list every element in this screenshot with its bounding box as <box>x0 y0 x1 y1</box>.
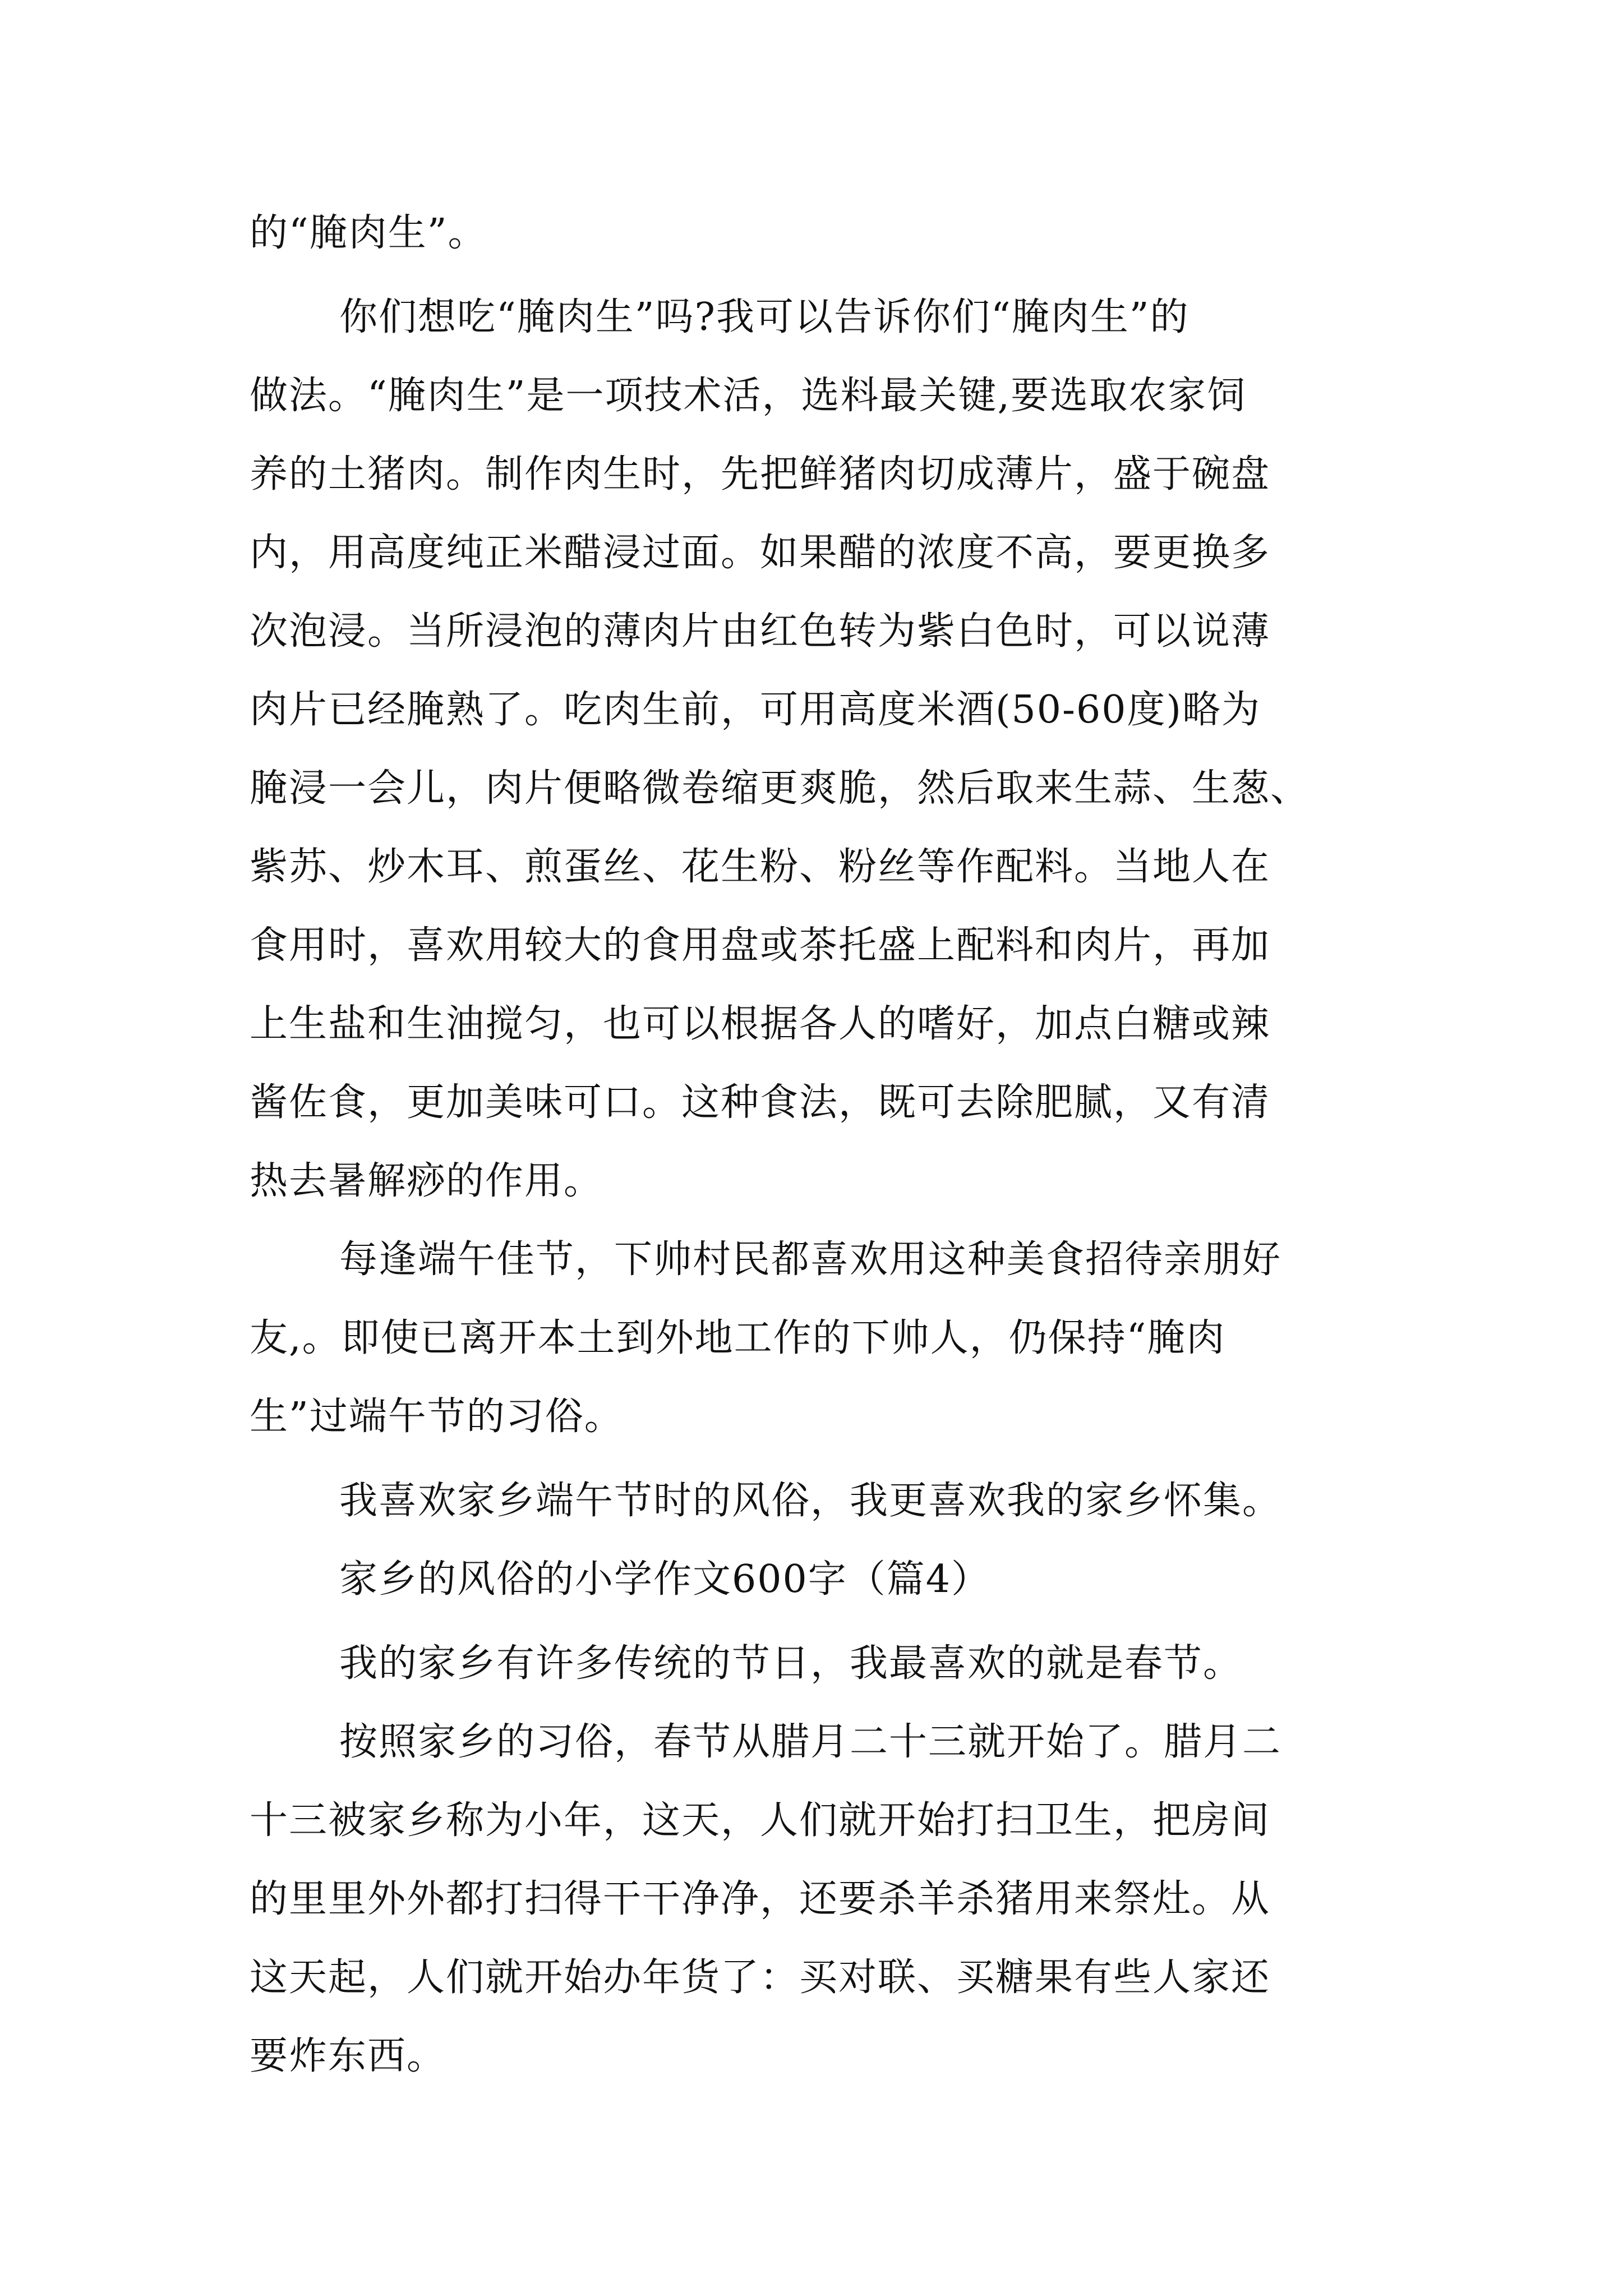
text-line: 肉片已经腌熟了。吃肉生前，可用高度米酒(50-60度)略为 <box>250 688 1261 732</box>
paragraph-start-line: 我的家乡有许多传统的节日，我最喜欢的就是春节。 <box>339 1641 1243 1686</box>
text-line: 的里里外外都打扫得干干净净，还要杀羊杀猪用来祭灶。从 <box>250 1877 1271 1921</box>
text-line: 食用时，喜欢用较大的食用盘或茶托盛上配料和肉片，再加 <box>250 923 1271 968</box>
paragraph-start-line: 我喜欢家乡端午节时的风俗，我更喜欢我的家乡怀集。 <box>339 1479 1282 1523</box>
text-line: 要炸东西。 <box>250 2034 446 2078</box>
text-line: 这天起，人们就开始办年货了：买对联、买糖果有些人家还 <box>250 1955 1271 2000</box>
paragraph-start-line: 按照家乡的习俗，春节从腊月二十三就开始了。腊月二 <box>339 1720 1282 1764</box>
text-line: 次泡浸。当所浸泡的薄肉片由红色转为紫白色时，可以说薄 <box>250 609 1271 654</box>
section-heading: 家乡的风俗的小学作文600字（篇4） <box>339 1557 991 1602</box>
text-line: 紫苏、炒木耳、煎蛋丝、花生粉、粉丝等作配料。当地人在 <box>250 845 1271 889</box>
text-line: 上生盐和生油搅匀，也可以根据各人的嗜好，加点白糖或辣 <box>250 1002 1271 1046</box>
text-line: 友,。即使已离开本土到外地工作的下帅人，仍保持“腌肉 <box>250 1316 1226 1360</box>
text-line: 热去暑解痧的作用。 <box>250 1159 603 1203</box>
text-line: 腌浸一会儿，肉片便略微卷缩更爽脆，然后取来生蒜、生葱、 <box>250 766 1310 811</box>
text-line: 做法。“腌肉生”是一项技术活，选料最关键,要选取农家饲 <box>250 374 1247 418</box>
text-line: 的“腌肉生”。 <box>250 211 487 255</box>
text-line: 酱佐食，更加美味可口。这种食法，既可去除肥腻，又有清 <box>250 1080 1271 1125</box>
text-line: 养的土猪肉。制作肉生时，先把鲜猪肉切成薄片，盛于碗盘 <box>250 452 1271 496</box>
text-line: 十三被家乡称为小年，这天，人们就开始打扫卫生，把房间 <box>250 1798 1271 1843</box>
paragraph-start-line: 每逢端午佳节，下帅村民都喜欢用这种美食招待亲朋好 <box>339 1237 1282 1282</box>
paragraph-start-line: 你们想吃“腌肉生”吗?我可以告诉你们“腌肉生”的 <box>339 295 1189 339</box>
text-line: 内，用高度纯正米醋浸过面。如果醋的浓度不高，要更换多 <box>250 531 1271 575</box>
text-line: 生”过端午节的习俗。 <box>250 1395 624 1439</box>
